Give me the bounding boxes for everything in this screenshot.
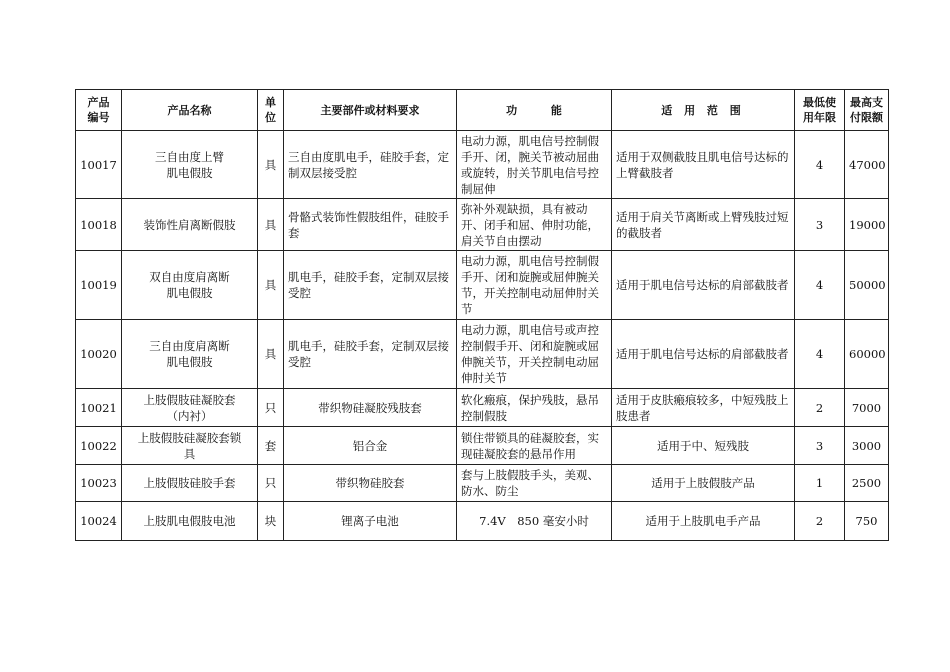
cell-scope: 适用于上肢假肢产品: [612, 465, 795, 502]
cell-function: 锁住带锁具的硅凝胶套，实现硅凝胶套的悬吊作用: [457, 427, 612, 465]
cell-unit: 套: [258, 427, 284, 465]
cell-parts: 铝合金: [284, 427, 457, 465]
cell-max-pay: 47000: [845, 131, 889, 199]
table-body: [76, 131, 889, 541]
cell-max-pay: 750: [845, 502, 889, 541]
cell-parts: 肌电手，硅胶手套，定制双层接受腔: [284, 320, 457, 389]
cell-name: 三自由度上臂 肌电假肢: [122, 131, 258, 199]
table-row: [76, 199, 889, 251]
cell-scope: 适用于中、短残肢: [612, 427, 795, 465]
header-scope: [612, 90, 795, 131]
cell-function: 7.4V 850 毫安小时: [457, 502, 612, 541]
cell-min-years: 3: [795, 199, 845, 251]
cell-parts: 肌电手，硅胶手套，定制双层接受腔: [284, 251, 457, 320]
table-row: [76, 502, 889, 541]
table-row: [76, 251, 889, 320]
cell-min-years: 2: [795, 389, 845, 427]
cell-unit: 只: [258, 465, 284, 502]
table-row: [76, 465, 889, 502]
cell-name: 装饰性肩离断假肢: [122, 199, 258, 251]
cell-max-pay: 3000: [845, 427, 889, 465]
cell-unit: 具: [258, 131, 284, 199]
cell-min-years: 2: [795, 502, 845, 541]
cell-code: 10021: [76, 389, 122, 427]
cell-code: 10022: [76, 427, 122, 465]
header-code: [76, 90, 122, 131]
header-unit-text: 单 位: [265, 96, 276, 124]
cell-max-pay: 2500: [845, 465, 889, 502]
cell-unit: 具: [258, 199, 284, 251]
header-name-text: 产品名称: [167, 103, 212, 117]
cell-unit: 具: [258, 251, 284, 320]
cell-code: 10018: [76, 199, 122, 251]
cell-code: 10024: [76, 502, 122, 541]
cell-parts: 锂离子电池: [284, 502, 457, 541]
header-max-pay: [845, 90, 889, 131]
header-function-text: 功 能: [506, 103, 562, 117]
cell-code: 10023: [76, 465, 122, 502]
cell-scope: 适用于上肢肌电手产品: [612, 502, 795, 541]
header-unit: [258, 90, 284, 131]
cell-function: 弥补外观缺损，具有被动开、闭手和屈、伸肘功能，肩关节自由摆动: [457, 199, 612, 251]
cell-max-pay: 50000: [845, 251, 889, 320]
header-min-years-text: 最低使 用年限: [803, 96, 836, 124]
cell-scope: 适用于皮肤瘢痕较多，中短残肢上肢患者: [612, 389, 795, 427]
cell-min-years: 3: [795, 427, 845, 465]
cell-scope: 适用于肌电信号达标的肩部截肢者: [612, 320, 795, 389]
cell-parts: 带织物硅胶套: [284, 465, 457, 502]
cell-parts: 三自由度肌电手，硅胶手套，定制双层接受腔: [284, 131, 457, 199]
cell-name: 三自由度肩离断 肌电假肢: [122, 320, 258, 389]
table-row: [76, 131, 889, 199]
cell-min-years: 1: [795, 465, 845, 502]
cell-scope: 适用于肌电信号达标的肩部截肢者: [612, 251, 795, 320]
product-table: [75, 89, 889, 541]
cell-unit: 具: [258, 320, 284, 389]
cell-min-years: 4: [795, 251, 845, 320]
cell-name: 上肢假肢硅凝胶套锁 具: [122, 427, 258, 465]
header-name: [122, 90, 258, 131]
cell-max-pay: 7000: [845, 389, 889, 427]
cell-function: 套与上肢假肢手头，美观、防水、防尘: [457, 465, 612, 502]
table-header: [76, 90, 889, 131]
cell-code: 10019: [76, 251, 122, 320]
header-code-text: 产品 编号: [87, 96, 110, 124]
cell-parts: 带织物硅凝胶残肢套: [284, 389, 457, 427]
cell-name: 双自由度肩离断 肌电假肢: [122, 251, 258, 320]
cell-unit: 块: [258, 502, 284, 541]
header-function: [457, 90, 612, 131]
cell-name: 上肢假肢硅凝胶套 （内衬）: [122, 389, 258, 427]
cell-parts: 骨骼式装饰性假肢组件，硅胶手套: [284, 199, 457, 251]
header-row: [76, 90, 889, 131]
cell-scope: 适用于双侧截肢且肌电信号达标的上臂截肢者: [612, 131, 795, 199]
table-row: [76, 389, 889, 427]
cell-max-pay: 19000: [845, 199, 889, 251]
cell-code: 10020: [76, 320, 122, 389]
cell-name: 上肢肌电假肢电池: [122, 502, 258, 541]
table-row: [76, 320, 889, 389]
cell-name: 上肢假肢硅胶手套: [122, 465, 258, 502]
cell-function: 软化瘢痕，保护残肢，悬吊控制假肢: [457, 389, 612, 427]
cell-max-pay: 60000: [845, 320, 889, 389]
header-min-years: [795, 90, 845, 131]
cell-scope: 适用于肩关节离断或上臂残肢过短的截肢者: [612, 199, 795, 251]
cell-code: 10017: [76, 131, 122, 199]
header-parts-text: 主要部件或材料要求: [320, 103, 420, 117]
header-parts: [284, 90, 457, 131]
cell-min-years: 4: [795, 131, 845, 199]
header-max-pay-text: 最高支 付限额: [850, 96, 883, 124]
cell-unit: 只: [258, 389, 284, 427]
cell-min-years: 4: [795, 320, 845, 389]
cell-function: 电动力源，肌电信号控制假手开、闭和旋腕或屈伸腕关节，开关控制电动屈伸肘关节: [457, 251, 612, 320]
header-scope-text: 适 用 范 围: [661, 103, 745, 117]
cell-function: 电动力源，肌电信号或声控控制假手开、闭和旋腕或屈伸腕关节，开关控制电动屈伸肘关节: [457, 320, 612, 389]
cell-function: 电动力源，肌电信号控制假手开、闭，腕关节被动屈曲或旋转，肘关节肌电信号控制屈伸: [457, 131, 612, 199]
table-row: [76, 427, 889, 465]
